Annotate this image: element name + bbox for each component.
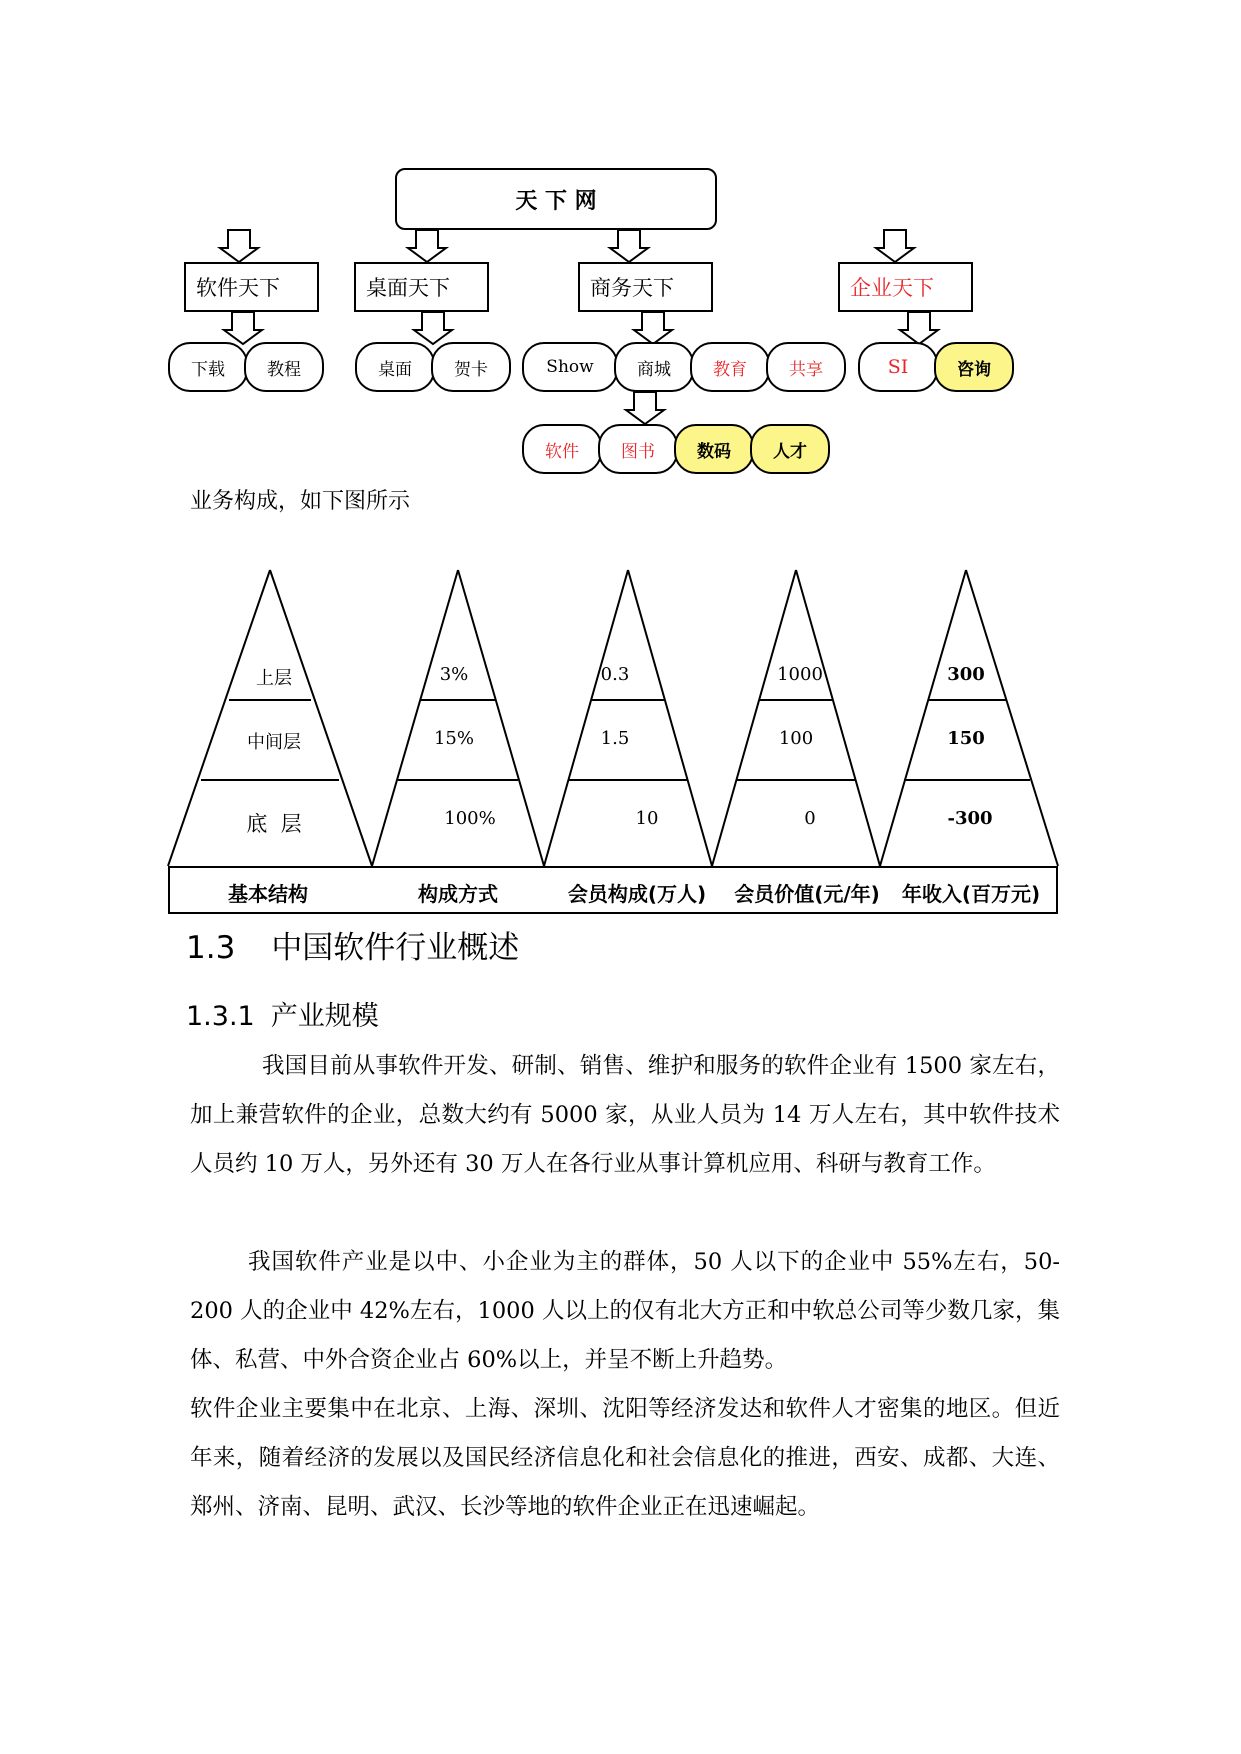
- value-members-top: 0.3: [600, 664, 630, 685]
- value-composition-bottom: 100%: [444, 808, 496, 829]
- branch-label: 软件天下: [196, 276, 280, 300]
- value-revenue-top: 300: [947, 664, 985, 685]
- branch-label: 桌面天下: [366, 276, 450, 300]
- column-name-members: 会员构成(万人): [567, 882, 707, 906]
- figure-caption: 业务构成，如下图所示: [190, 489, 411, 514]
- value-composition-top: 3%: [439, 664, 469, 685]
- value-revenue-bottom: -300: [947, 808, 993, 829]
- leaf-label: 教育: [713, 359, 747, 380]
- leaf-label: 人才: [773, 441, 807, 462]
- leaf-label: SI: [887, 356, 909, 378]
- value-members-bottom: 10: [635, 808, 659, 829]
- value-revenue-middle: 150: [947, 728, 985, 749]
- leaf-label: 贺卡: [454, 359, 488, 380]
- value-membervalue-middle: 100: [778, 728, 814, 749]
- leaf-label: 桌面: [378, 359, 412, 380]
- branch-label: 企业天下: [850, 276, 934, 300]
- paragraph-3: 软件企业主要集中在北京、上海、深圳、沈阳等经济发达和软件人才密集的地区。但近年来，随着经济的发展以及国民经济信息化和社会信息化的推进，西安、成都、大连、郑州、济南、昆明、武汉、长沙等地的软件企业正在迅速崛起。: [190, 1396, 1060, 1520]
- value-composition-middle: 15%: [433, 728, 474, 749]
- leaf-label: 数码: [697, 441, 731, 462]
- label-bottom-layer: 底 层: [246, 812, 302, 836]
- subsection-title: 产业规模: [270, 1001, 379, 1032]
- leaf-label: 教程: [267, 359, 301, 380]
- section-number: 1.3: [186, 930, 236, 966]
- org-root-label: 天 下 网: [515, 188, 597, 214]
- leaf-label: 商城: [637, 359, 671, 380]
- value-membervalue-top: 1000: [777, 664, 823, 685]
- pyramid-base-row: [168, 866, 1058, 914]
- column-name-member-value: 会员价值(元/年): [734, 882, 880, 906]
- paragraph-1: 我国目前从事软件开发、研制、销售、维护和服务的软件企业有 1500 家左右，加上兼营软件的企业，总数大约有 5000 家，从业人员为 14 万人左右，其中软件技术人员约 10 万人，另外还有 30 万人在各行业从事计算机应用、科研与教育工作。: [190, 1053, 1060, 1177]
- leaf-label: 软件: [545, 441, 579, 462]
- label-middle-layer: 中间层: [247, 732, 301, 753]
- column-name-structure: 基本结构: [228, 882, 308, 906]
- leaf-label: Show: [546, 357, 594, 377]
- value-membervalue-bottom: 0: [804, 808, 816, 829]
- value-members-middle: 1.5: [600, 728, 630, 749]
- leaf-label: 共享: [789, 359, 823, 380]
- branch-label: 商务天下: [590, 276, 674, 300]
- leaf-label: 下载: [191, 359, 225, 380]
- leaf-label: 图书: [621, 441, 655, 462]
- label-top-layer: 上层: [256, 668, 292, 689]
- column-name-composition: 构成方式: [418, 882, 498, 906]
- leaf-label: 咨询: [957, 359, 991, 380]
- subsection-number: 1.3.1: [186, 1001, 255, 1032]
- paragraph-2: 我国软件产业是以中、小企业为主的群体，50 人以下的企业中 55%左右，50-200 人的企业中 42%左右，1000 人以上的仅有北大方正和中软总公司等少数几家，集体、私营、中外合资企业占 60%以上，并呈不断上升趋势。: [190, 1249, 1060, 1373]
- subsection-heading: [186, 994, 379, 1033]
- section-title: 中国软件行业概述: [271, 930, 520, 966]
- section-heading: [186, 922, 519, 967]
- column-name-revenue: 年收入(百万元): [901, 882, 1041, 906]
